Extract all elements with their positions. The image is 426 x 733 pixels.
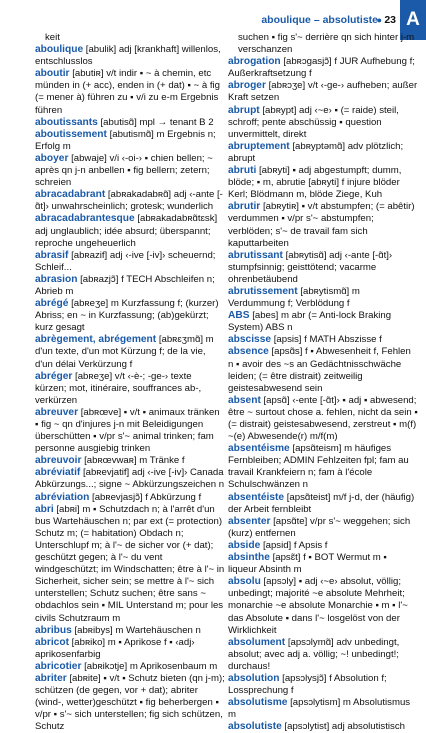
- dictionary-entry: [228, 201, 418, 249]
- dictionary-entry: [228, 250, 418, 286]
- dictionary-entry: [35, 334, 225, 370]
- entry-headword: abrutissement: [228, 285, 298, 297]
- entry-definition: [abʀazjɔ̃] f TECH Abschleifen n; Abrieb m: [35, 273, 215, 297]
- entry-headword: abrasion: [35, 273, 78, 285]
- entry-headword: abrogation: [228, 56, 281, 68]
- entry-headword: abruti: [228, 165, 257, 177]
- entry-headword: abrutir: [228, 201, 261, 213]
- dictionary-entry: [35, 250, 225, 274]
- entry-definition: [abʀɔɡasjɔ̃] f JUR Aufhebung f; Außerkraftsetzung f: [228, 56, 415, 80]
- entry-headword: absenter: [228, 515, 271, 527]
- entry-definition: [abʀɛʒmɑ̃] m d'un texte, d'un mot Kürzung f; de la vie, d'un délai Verkürzung f: [35, 334, 214, 370]
- left-column: [35, 32, 225, 733]
- entry-headword: aboutissants: [35, 116, 98, 128]
- dictionary-entry: [228, 32, 418, 56]
- entry-headword: abrupt: [228, 104, 260, 116]
- entry-continuation: keit: [45, 32, 60, 43]
- entry-headword: absolutiste: [228, 721, 282, 733]
- entry-headword: absentéisme: [228, 443, 290, 455]
- entry-definition: [abʀibys] m Wartehäuschen n: [74, 624, 201, 636]
- dictionary-entry: [35, 68, 225, 116]
- dictionary-entry: [228, 721, 418, 733]
- entry-definition: [abʀypt] adj ‹~e› ▪ (= raide) steil, schroff; pente abschüssig ▪ question unvermittelt, direkt: [228, 104, 399, 140]
- page-header: [0, 0, 426, 32]
- right-column: [228, 32, 418, 733]
- dictionary-entry: [35, 44, 225, 68]
- entry-headword: abri: [35, 503, 54, 515]
- dictionary-entry: [228, 346, 418, 394]
- entry-definition: [abutiʀ] v/t indir ▪ ~ à chemin, etc münden in (+ acc), enden in (+ dat) ▪ ~ à fig (= mener à) führen zu ▪ v/i zu e-m Ergebnis führen: [35, 68, 220, 116]
- entry-definition: [apsɔlytism] m Absolutismus m: [228, 697, 411, 721]
- running-head: aboulique – absolutiste: [261, 14, 378, 26]
- dictionary-entry: [35, 661, 225, 673]
- dictionary-entry: [228, 492, 418, 516]
- dictionary-entry: [228, 286, 418, 310]
- entry-definition: [apsis] f MATH Abszisse f: [273, 334, 382, 346]
- entry-definition: [abutisɑ̃] mpl → tenant B 2: [100, 116, 214, 128]
- entry-headword: abrégé: [35, 298, 69, 310]
- entry-headword: aboutir: [35, 68, 70, 80]
- entry-headword: aboutissement: [35, 128, 107, 140]
- dictionary-entry: [228, 540, 418, 552]
- entry-definition: [abʀyti] ▪ adj abgestumpft; dumm, blöde; ▪ m, abrutie [abʀyti] f injure blöder Kerl; Blödmann m, blöde Ziege, Kuh: [228, 165, 402, 201]
- entry-definition: [apsɛ̃t] f ▪ BOT Wermut m ▪ liqueur Absinth m: [228, 552, 387, 576]
- dictionary-entry: [228, 395, 418, 443]
- dictionary-entry: [35, 189, 225, 213]
- dictionary-entry: [35, 371, 225, 407]
- entry-headword: ABS: [228, 310, 250, 322]
- dictionary-entry: [228, 516, 418, 540]
- entry-definition: [apsid] f Apsis f: [262, 539, 328, 551]
- entry-headword: abricot: [35, 636, 69, 648]
- entry-headword: abside: [228, 539, 261, 551]
- entry-headword: abréviatif: [35, 467, 81, 479]
- dictionary-entry: [228, 310, 418, 334]
- entry-headword: absolu: [228, 576, 261, 588]
- entry-continuation: suchen ▪ fig s'~ derrière qn sich hinter j-m verschanzen: [238, 32, 415, 56]
- entry-definition: [apsɑ̃s] f ▪ Abwesenheit f, Fehlen n ▪ avoir des ~s an Gedächtnisschwäche leiden; (= être distrait) zeitweilig geistesabwesend sein: [228, 346, 411, 394]
- dictionary-entry: [35, 153, 225, 189]
- entry-headword: absolutisme: [228, 697, 288, 709]
- dictionary-entry: [35, 274, 225, 298]
- entry-headword: abscisse: [228, 334, 272, 346]
- entry-definition: [abʀœvwaʀ] m Tränke f: [84, 455, 185, 467]
- dictionary-entry: [35, 467, 225, 491]
- entry-headword: abracadabrantesque: [35, 213, 135, 225]
- dictionary-entry: [35, 32, 225, 44]
- entry-definition: [abʀytisɑ̃] adj ‹-ante [-ɑ̃t]› stumpfsinnig; geisttötend; vacarme ohrenbetäubend: [228, 249, 393, 285]
- entry-definition: [apsɔlysjɔ̃] f Absolution f; Lossprechung f: [228, 672, 387, 697]
- entry-definition: [abʀite] ▪ v/t ▪ Schutz bieten (qn j-m); schützen (de gegen, vor + dat); abriter (wind-, wetter)geschützt ▪ fig beherbergen ▪ v/pr ▪ s'~ sich unterstellen; fig sich schützen, Schutz: [35, 672, 225, 733]
- entry-headword: abréviation: [35, 491, 90, 503]
- entry-headword: absentéiste: [228, 491, 285, 503]
- entry-headword: absolution: [228, 672, 280, 684]
- separator-dot-icon: ●: [376, 15, 382, 25]
- entry-definition: [abʀytismɑ̃] m Verdummung f; Verblödung f: [228, 285, 360, 310]
- dictionary-entry: [228, 673, 418, 697]
- dictionary-entry: [228, 443, 418, 491]
- dictionary-entry: [228, 552, 418, 576]
- entry-headword: absinthe: [228, 552, 270, 564]
- entry-headword: abreuver: [35, 406, 79, 418]
- dictionary-entry: [228, 165, 418, 201]
- entry-definition: [abʀevjatif] adj ‹-ive [-iv]› Canada Abkürzungs...; signe ~ Abkürzungszeichen n: [35, 467, 225, 491]
- dictionary-entry: [35, 298, 225, 334]
- entry-definition: [abulik] adj [krankhaft] willenlos, entschlusslos: [35, 44, 221, 68]
- entry-definition: [abʀazif] adj ‹-ive [-iv]› scheuernd; Schleif...: [35, 249, 216, 273]
- page-number: 23: [384, 14, 396, 26]
- letter-thumb-tab: A: [400, 0, 426, 40]
- entry-definition: [abwaje] v/i ‹-oi-› ▪ chien bellen; ~ après qn j-n anbellen ▪ fig bellern; zetern; schreien: [35, 152, 213, 189]
- dictionary-entry: [228, 56, 418, 80]
- dictionary-entry: [228, 334, 418, 346]
- dictionary-entry: [228, 141, 418, 165]
- dictionary-entry: [35, 129, 225, 153]
- entry-headword: aboulique: [35, 44, 84, 56]
- entry-definition: [abʀœve] ▪ v/t ▪ animaux tränken ▪ fig ~ qn d'injures j-n mit Beleidigungen überschütten ▪ v/pr s'~ animal trinken; fam personne ausgiebig trinken: [35, 406, 220, 455]
- entry-headword: abribus: [35, 624, 72, 636]
- entry-definition: [apsɑ̃te] v/pr s'~ weggehen; sich (kurz) entfernen: [228, 515, 411, 539]
- entry-definition: [abʀakadabʀɑ̃tɛsk] adj unglaublich; idée absurd; überspannt; reproche ungeheuerlich: [35, 213, 218, 249]
- dictionary-entry: [35, 213, 225, 249]
- entry-headword: abrègement, abrégement: [35, 334, 157, 346]
- dictionary-entry: [228, 637, 418, 673]
- dictionary-entry: [35, 407, 225, 455]
- entry-definition: [abʀakadabʀɑ̃] adj ‹-ante [-ɑ̃t]› unwahrscheinlich; grotesk; wunderlich: [35, 189, 223, 213]
- entry-definition: [apsɔlytist] adj absolutistisch: [284, 721, 405, 733]
- dictionary-entry: [35, 625, 225, 637]
- entry-definition: [abʀeʒe] v/t ‹-è-; -ge-› texte kürzen; mot, itinéraire, souffrances ab-, verkürzen: [35, 370, 202, 406]
- entry-headword: abréger: [35, 370, 73, 382]
- entry-definition: [abʀevjasjɔ̃] f Abkürzung f: [92, 491, 202, 503]
- entry-headword: abrutissant: [228, 249, 283, 261]
- entry-headword: abreuvoir: [35, 455, 82, 467]
- entry-definition: [abʀikɔtje] m Aprikosenbaum m: [84, 660, 218, 672]
- dictionary-entry: [35, 504, 225, 625]
- entry-headword: abruptement: [228, 140, 290, 152]
- entry-definition: [abʀiko] m ▪ Aprikose f ▪ ‹adj› aprikosenfarbig: [35, 636, 195, 660]
- entry-headword: aboyer: [35, 152, 69, 164]
- dictionary-entry: [35, 637, 225, 661]
- dictionary-entry: [35, 117, 225, 129]
- entry-definition: [apsɔlymɑ̃] adv unbedingt, absolut; avec adj a. völlig; ~! unbedingt!; durchaus!: [228, 636, 400, 672]
- dictionary-entry: [228, 576, 418, 636]
- entry-headword: abrasif: [35, 249, 69, 261]
- entry-headword: absence: [228, 346, 269, 358]
- entry-definition: [abutismɑ̃] m Ergebnis n; Erfolg m: [35, 128, 216, 152]
- entry-definition: [apsɑ̃teism] m häufiges Fernbleiben; ADMIN Fehlzeiten fpl; fam au travail Krankfeiern n; fam à l'école Schulschwänzen n: [228, 443, 409, 491]
- dictionary-entry: [228, 105, 418, 141]
- entry-definition: [apsɑ̃teist] m/f j-d, der (häufig) der Arbeit fernbleibt: [228, 491, 415, 515]
- dictionary-entry: [228, 80, 418, 104]
- dictionary-entry: [35, 455, 225, 467]
- entry-definition: [abʀɔʒe] v/t ‹-ge-› aufheben; außer Kraft setzen: [228, 80, 418, 104]
- entry-headword: absolument: [228, 636, 286, 648]
- entry-definition: [abʀi] m ▪ Schutzdach n; à l'arrêt d'un bus Wartehäuschen n; par ext (= protection) Schutz m; (= habitation) Obdach n; Unterschlupf m; à l'~ de sicher vor (+ dat); geschützt gegen; à l'~ du vent windgeschützt; im Windschatten; être à l'~ in Sicherheit, sicher sein; se mettre à l'~ sich unterstellen; Schutz suchen; être sans ~ obdachlos sein ▪ MIL Unterstand m; pour les civils Schutzraum m: [35, 503, 225, 624]
- dictionary-entry: [35, 492, 225, 504]
- entry-definition: [abʀyptəmɑ̃] adv plötzlich; abrupt: [228, 140, 404, 164]
- entry-headword: abroger: [228, 80, 266, 92]
- entry-headword: abracadabrant: [35, 189, 106, 201]
- dictionary-entry: [228, 697, 418, 721]
- entry-definition: [abʀeʒe] m Kurzfassung f; (kurzer) Abriss; en ~ in Kurzfassung; (ab)gekürzt; kurz gesagt: [35, 298, 219, 334]
- entry-headword: abricotier: [35, 660, 82, 672]
- entry-headword: absent: [228, 394, 261, 406]
- entry-definition: [abʀytiʀ] ▪ v/t abstumpfen; (= abêtir) verdummen ▪ v/pr s'~ abstumpfen; verblöden; s'~ de travail fam sich kaputtarbeiten: [228, 201, 415, 249]
- entry-headword: abriter: [35, 672, 67, 684]
- entry-definition: [apsɔly] ▪ adj ‹~e› absolut, völlig; unbedingt; majorité ~e absolute Mehrheit; monarchie ~e absolute Monarchie ▪ m ▪ l'~ das Absolute ▪ dans l'~ losgelöst von der Wirklichkeit: [228, 576, 408, 636]
- dictionary-entry: [35, 673, 225, 733]
- entry-definition: [abes] m abr (= Anti-lock Braking System) ABS n: [228, 310, 392, 334]
- entry-definition: [apsɑ̃] ‹-ente [-ɑ̃t]› ▪ adj ▪ abwesend; être ~ surtout chose a. fehlen, nicht da sein ▪ (= distrait) geistesabwesend, zerstreut ▪ m(f) ~(e) Abwesende(r) m/f(m): [228, 394, 418, 443]
